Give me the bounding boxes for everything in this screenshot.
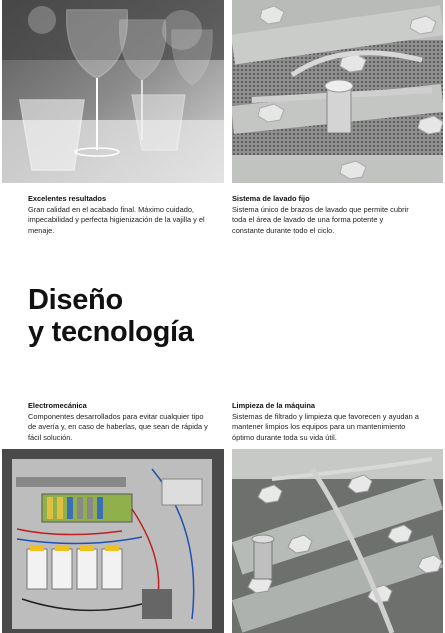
feature-text: Componentes desarrollados para evitar cualquier tipo de avería y, en caso de haberlas, que sean de rápida y fácil solución.: [28, 411, 208, 442]
glassware-photo: [2, 0, 224, 183]
feature-title: Excelentes resultados: [28, 194, 107, 203]
heading-line-2: y tecnología: [28, 316, 194, 348]
filter-system-photo: [232, 449, 443, 633]
heading-line-1: Diseño: [28, 284, 123, 316]
electrical-panel-photo: [2, 449, 224, 633]
section-heading: [28, 284, 194, 348]
feature-excelentes-resultados: [28, 194, 208, 236]
feature-text: Sistemas de filtrado y limpieza que favorecen y ayudan a mantener limpios los equipos para un mantenimiento óptimo durante toda su vida útil.: [232, 411, 419, 442]
feature-limpieza: [232, 401, 422, 443]
feature-text: Gran calidad en el acabado final. Máximo cuidado, impecabilidad y perfecta higienización de la vajilla y el menaje.: [28, 204, 205, 235]
feature-electromecanica: [28, 401, 210, 443]
feature-title: Electromecánica: [28, 401, 87, 410]
wash-arm-photo: [232, 0, 443, 183]
feature-text: Sistema único de brazos de lavado que permite cubrir toda el área de lavado de una forma potente y constante durante todo el ciclo.: [232, 204, 409, 235]
feature-title: Sistema de lavado fijo: [232, 194, 310, 203]
feature-sistema-lavado: [232, 194, 417, 236]
feature-title: Limpieza de la máquina: [232, 401, 315, 410]
